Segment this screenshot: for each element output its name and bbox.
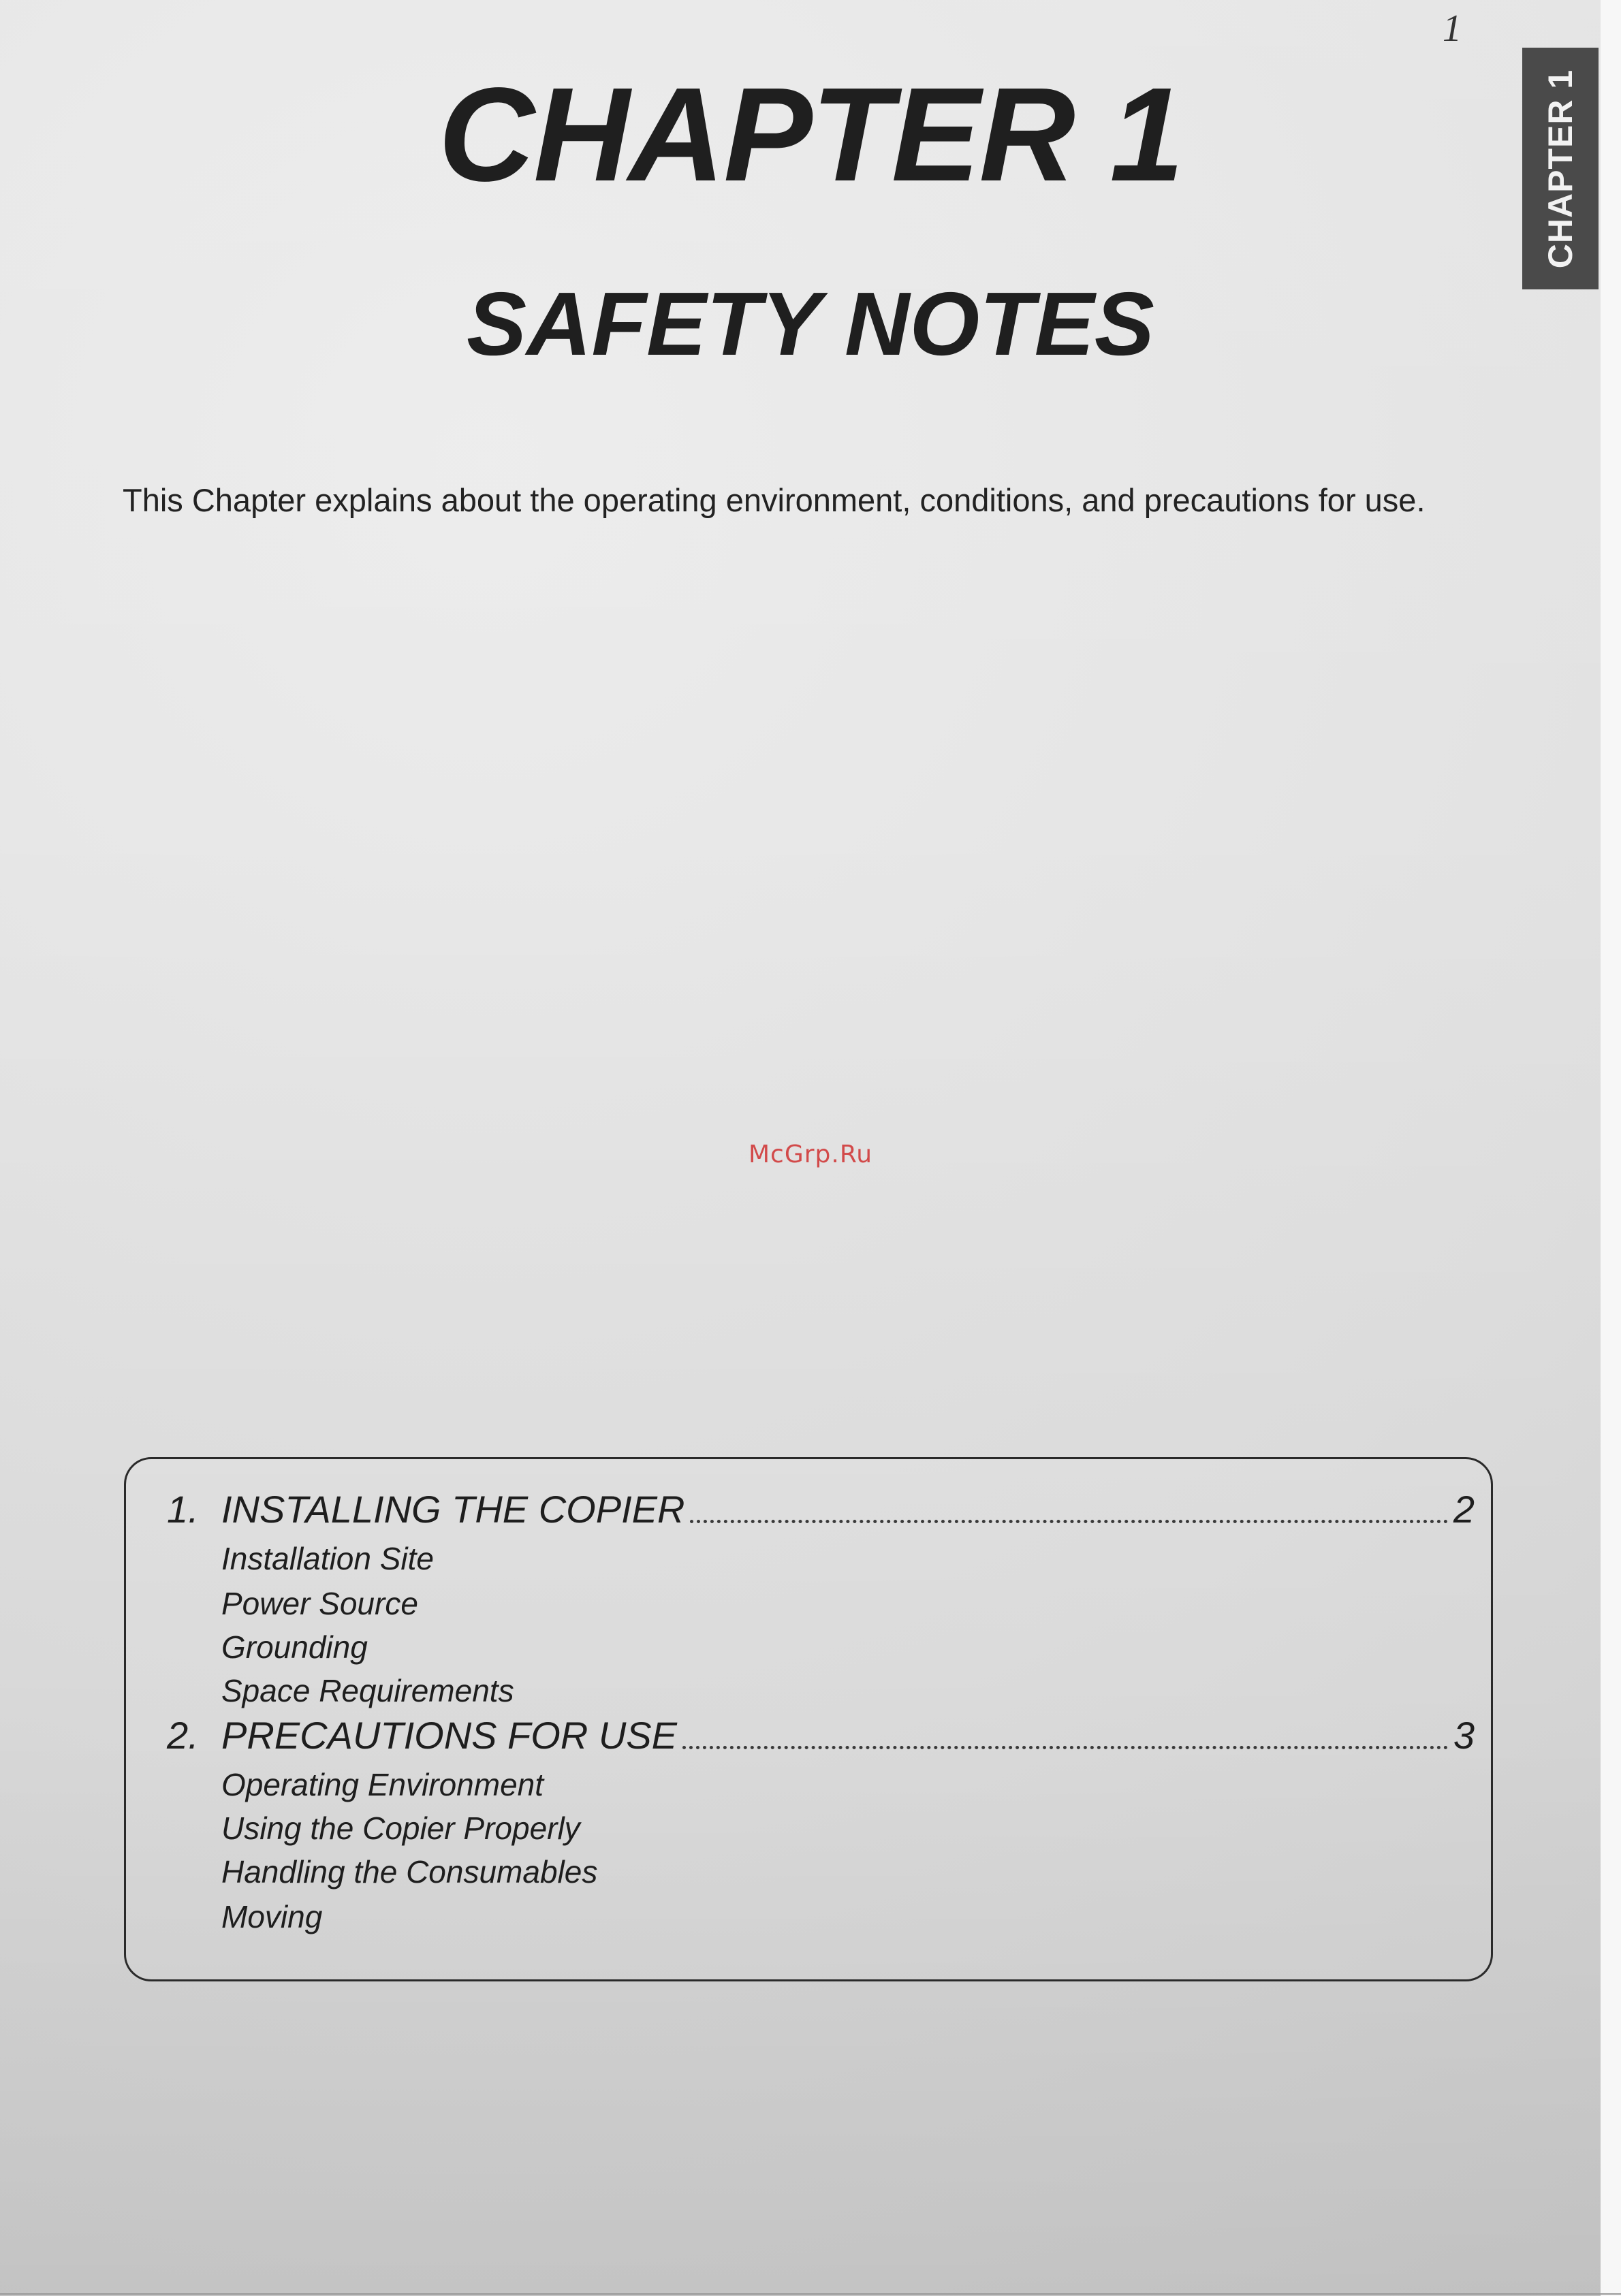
toc-section-number: 1. <box>167 1488 199 1531</box>
bottom-edge-line <box>0 2293 1621 2295</box>
toc-section-title: PRECAUTIONS FOR USE <box>221 1714 677 1757</box>
toc-item[interactable]: Handling the Consumables <box>221 1854 598 1890</box>
toc-item[interactable]: Moving <box>221 1899 323 1934</box>
chapter-subtitle: SAFETY NOTES <box>467 274 1154 374</box>
toc-section-page: 2 <box>1453 1488 1475 1531</box>
toc-section-installing[interactable] <box>167 1482 1475 1531</box>
toc-leader-dots <box>682 1746 1448 1749</box>
page-number: 1 <box>1443 7 1462 50</box>
toc-item[interactable]: Grounding <box>221 1629 368 1665</box>
intro-paragraph: This Chapter explains about the operating environment, conditions, and precautions for use. <box>123 482 1426 518</box>
toc-section-title: INSTALLING THE COPIER <box>221 1488 685 1531</box>
toc-item[interactable]: Installation Site <box>221 1541 434 1576</box>
toc-section-precautions[interactable] <box>167 1708 1475 1757</box>
toc-section-page: 3 <box>1453 1714 1475 1757</box>
toc-leader-dots <box>690 1520 1447 1523</box>
chapter-side-tab-label: CHAPTER 1 <box>1541 69 1579 268</box>
chapter-title: CHAPTER 1 <box>438 60 1183 209</box>
watermark-text: McGrp.Ru <box>748 1141 873 1168</box>
toc-item[interactable]: Power Source <box>221 1586 418 1621</box>
table-of-contents <box>124 1457 1493 1981</box>
toc-item[interactable]: Space Requirements <box>221 1673 514 1708</box>
toc-section-number: 2. <box>167 1714 199 1757</box>
toc-item[interactable]: Using the Copier Properly <box>221 1811 580 1846</box>
toc-item[interactable]: Operating Environment <box>221 1767 544 1802</box>
